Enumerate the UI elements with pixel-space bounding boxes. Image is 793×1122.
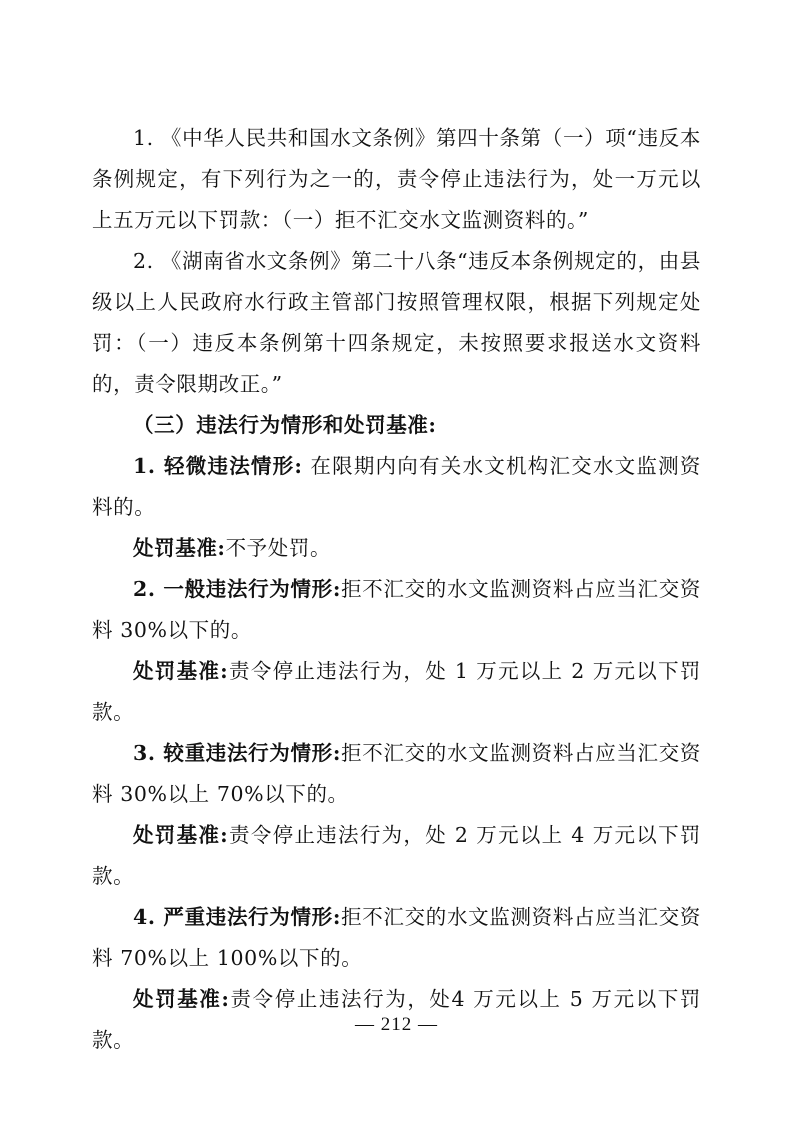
penalty-general [92, 651, 701, 733]
situation-serious-text: 拒不汇交的水文监测资料占应当汇交资料 30%以上 70%以下的。 [92, 741, 701, 806]
situation-general-label: 2. 一般违法行为情形: [133, 577, 341, 601]
situation-minor [92, 446, 701, 528]
situation-severe-label: 4. 严重违法行为情形: [133, 905, 341, 929]
page-number: — 212 — [355, 1014, 438, 1035]
situation-serious [92, 733, 701, 815]
legal-basis-paragraph-1: 1. 《中华人民共和国水文条例》第四十条第（一）项“违反本条例规定，有下列行为之一的，责令停止违法行为，处一万元以上五万元以下罚款：（一）拒不汇交水文监测资料的。” [92, 126, 701, 232]
penalty-severe-label: 处罚基准: [133, 987, 230, 1011]
penalty-serious-label: 处罚基准: [133, 823, 229, 847]
situation-severe-text: 拒不汇交的水文监测资料占应当汇交资料 70%以上 100%以下的。 [92, 905, 701, 970]
situation-severe [92, 897, 701, 979]
situation-general-text: 拒不汇交的水文监测资料占应当汇交资料 30%以下的。 [92, 577, 701, 642]
legal-basis-paragraph-2: 2. 《湖南省水文条例》第二十八条“违反本条例规定的，由县级以上人民政府水行政主管部门按照管理权限，根据下列规定处罚：（一）违反本条例第十四条规定，未按照要求报送水文资料的，责令限期改正。” [92, 249, 701, 396]
penalty-general-label: 处罚基准: [133, 659, 229, 683]
penalty-serious-text: 责令停止违法行为，处 2 万元以上 4 万元以下罚款。 [92, 823, 701, 888]
penalty-general-text: 责令停止违法行为，处 1 万元以上 2 万元以下罚款。 [92, 659, 701, 724]
penalty-minor [92, 528, 701, 569]
section-heading: （三）违法行为情形和处罚基准: [133, 413, 437, 437]
situation-general [92, 569, 701, 651]
situation-minor-text: 在限期内向有关水文机构汇交水文监测资料的。 [92, 454, 701, 519]
situation-minor-label: 1. 轻微违法情形: [133, 454, 303, 478]
situation-serious-label: 3. 较重违法行为情形: [133, 741, 341, 765]
penalty-minor-text: 不予处罚。 [225, 536, 332, 560]
penalty-minor-label: 处罚基准: [133, 536, 226, 560]
penalty-serious [92, 815, 701, 897]
penalty-severe-text: 责令停止违法行为，处4 万元以上 5 万元以下罚款。 [92, 987, 701, 1052]
